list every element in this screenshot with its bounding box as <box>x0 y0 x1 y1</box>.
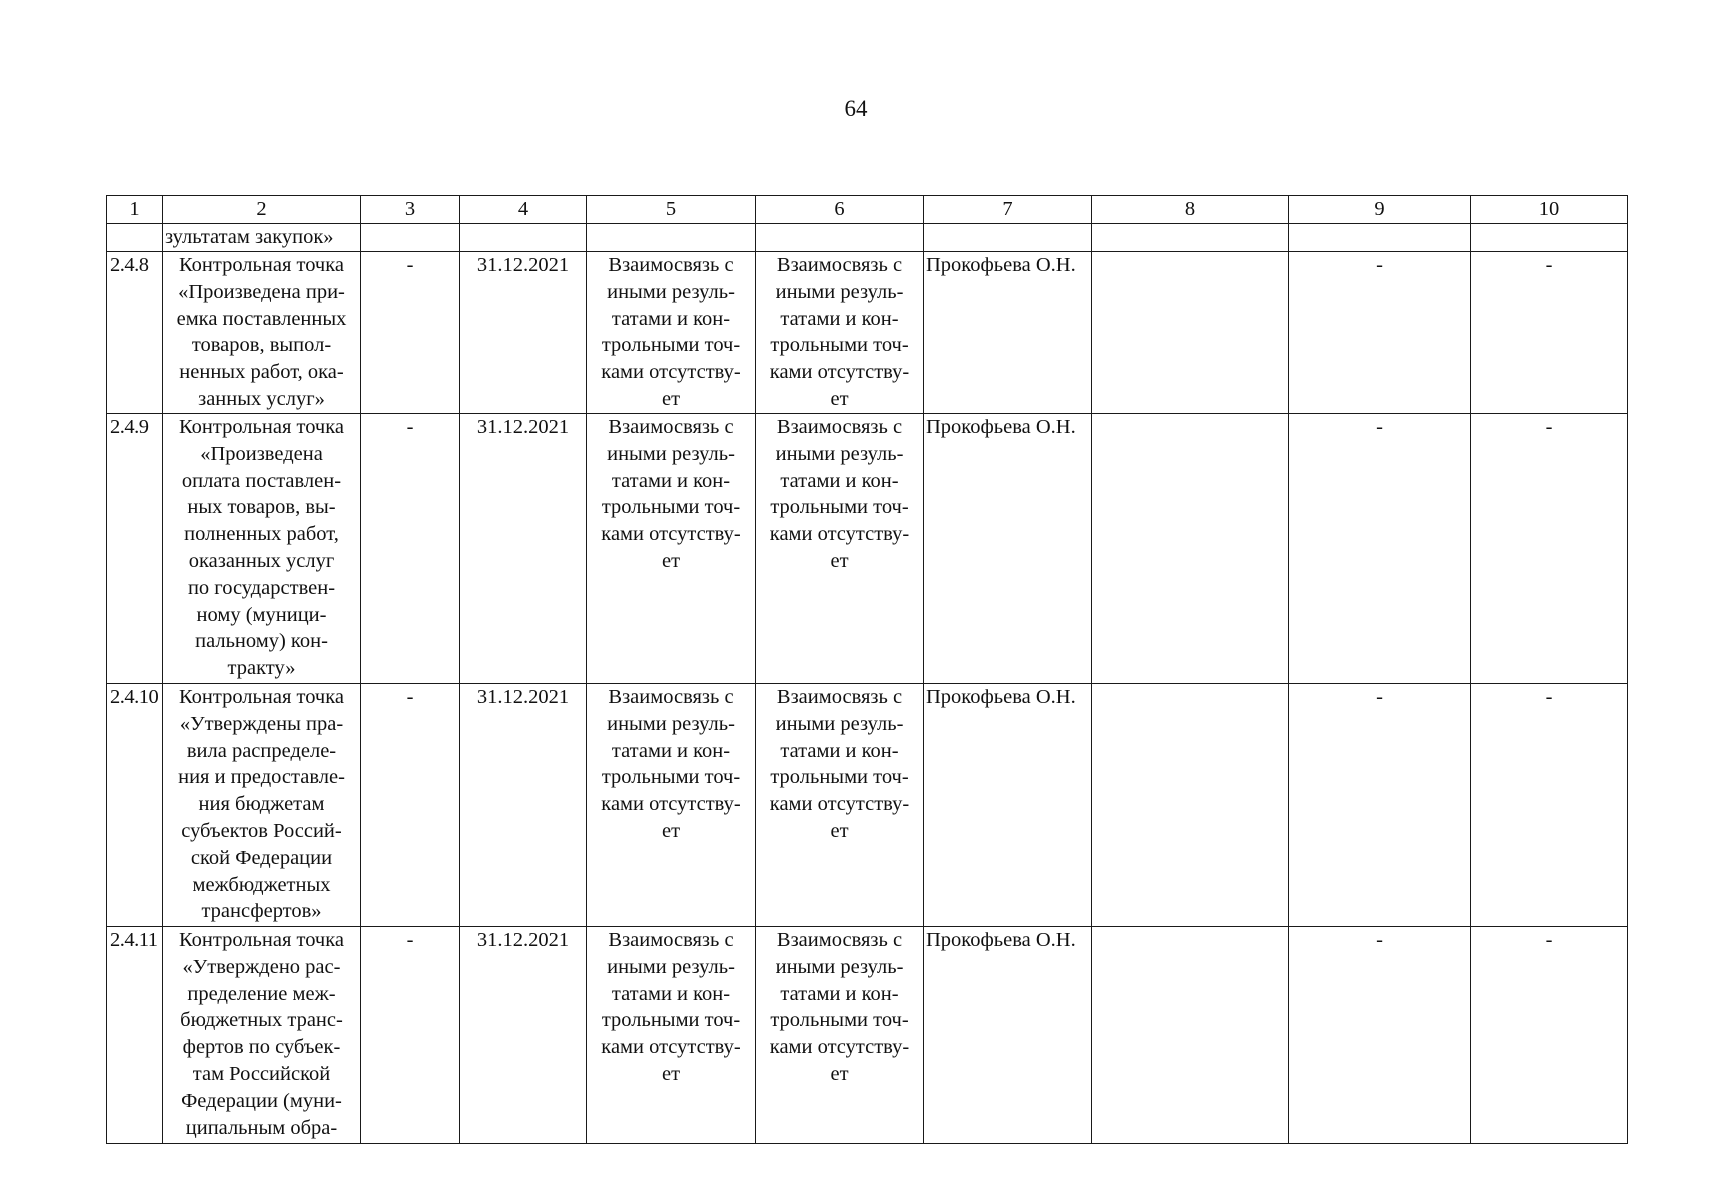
cell-col8 <box>1092 684 1289 927</box>
cell-empty <box>756 224 924 252</box>
cell-empty <box>107 224 163 252</box>
table-row <box>107 414 1628 684</box>
cell-col9: - <box>1289 414 1471 684</box>
column-header-8: 8 <box>1092 196 1289 224</box>
cell-responsible: Прокофьева О.Н. <box>924 414 1092 684</box>
column-header-7: 7 <box>924 196 1092 224</box>
cell-col9: - <box>1289 684 1471 927</box>
cell-col5: Взаимосвязь с иными резуль- татами и кон- трольными точ- ками отсутству- ет <box>587 927 756 1144</box>
cell-col3: - <box>361 414 460 684</box>
cell-col8 <box>1092 927 1289 1144</box>
cell-empty <box>361 224 460 252</box>
column-header-10: 10 <box>1471 196 1628 224</box>
cell-col5: Взаимосвязь с иными резуль- татами и кон- трольными точ- ками отсутству- ет <box>587 414 756 684</box>
cell-date: 31.12.2021 <box>460 927 587 1144</box>
cell-responsible: Прокофьева О.Н. <box>924 252 1092 414</box>
row-number: 2.4.8 <box>107 252 163 414</box>
cell-empty <box>587 224 756 252</box>
cell-col10: - <box>1471 252 1628 414</box>
cell-col6: Взаимосвязь с иными резуль- татами и кон- трольными точ- ками отсутству- ет <box>756 684 924 927</box>
cell-col3: - <box>361 252 460 414</box>
cell-col6: Взаимосвязь с иными резуль- татами и кон- трольными точ- ками отсутству- ет <box>756 927 924 1144</box>
cell-col9: - <box>1289 252 1471 414</box>
cell-empty <box>1289 224 1471 252</box>
cell-col10: - <box>1471 684 1628 927</box>
cell-empty <box>460 224 587 252</box>
cell-col9: - <box>1289 927 1471 1144</box>
continuation-row <box>107 224 1628 252</box>
cell-col5: Взаимосвязь с иными резуль- татами и кон- трольными точ- ками отсутству- ет <box>587 252 756 414</box>
cell-empty <box>924 224 1092 252</box>
row-number: 2.4.9 <box>107 414 163 684</box>
column-header-6: 6 <box>756 196 924 224</box>
column-header-4: 4 <box>460 196 587 224</box>
column-header-2: 2 <box>163 196 361 224</box>
control-point-name: Контрольная точка «Утверждены пра- вила распределе- ния и предоставле- ния бюджетам субъектов Россий- ской Федерации межбюджетных трансфертов» <box>163 684 361 927</box>
cell-col10: - <box>1471 927 1628 1144</box>
cell-date: 31.12.2021 <box>460 252 587 414</box>
cell-col3: - <box>361 684 460 927</box>
column-header-5: 5 <box>587 196 756 224</box>
plan-table <box>106 195 1628 1144</box>
cell-col3: - <box>361 927 460 1144</box>
cell-empty <box>1092 224 1289 252</box>
control-point-name: Контрольная точка «Произведена оплата поставлен- ных товаров, вы- полненных работ, оказанных услуг по государствен- ному (муници- пальному) кон- тракту» <box>163 414 361 684</box>
row-number: 2.4.11 <box>107 927 163 1144</box>
table-row <box>107 684 1628 927</box>
cell-empty <box>1471 224 1628 252</box>
row-number: 2.4.10 <box>107 684 163 927</box>
cell-date: 31.12.2021 <box>460 414 587 684</box>
cell-col10: - <box>1471 414 1628 684</box>
column-header-9: 9 <box>1289 196 1471 224</box>
control-point-name: Контрольная точка «Утверждено рас- пределение меж- бюджетных транс- фертов по субъек- там Российской Федерации (муни- ципальным обра- <box>163 927 361 1144</box>
column-header-1: 1 <box>107 196 163 224</box>
cell-col6: Взаимосвязь с иными резуль- татами и кон- трольными точ- ками отсутству- ет <box>756 252 924 414</box>
page-number: 64 <box>844 96 868 121</box>
column-header-3: 3 <box>361 196 460 224</box>
continuation-text: зультатам закупок» <box>163 224 361 252</box>
cell-col5: Взаимосвязь с иными резуль- татами и кон- трольными точ- ками отсутству- ет <box>587 684 756 927</box>
cell-date: 31.12.2021 <box>460 684 587 927</box>
cell-responsible: Прокофьева О.Н. <box>924 927 1092 1144</box>
cell-col6: Взаимосвязь с иными резуль- татами и кон- трольными точ- ками отсутству- ет <box>756 414 924 684</box>
cell-responsible: Прокофьева О.Н. <box>924 684 1092 927</box>
cell-col8 <box>1092 252 1289 414</box>
cell-col8 <box>1092 414 1289 684</box>
control-point-name: Контрольная точка «Произведена при- емка поставленных товаров, выпол- ненных работ, ока- занных услуг» <box>163 252 361 414</box>
table-row <box>107 252 1628 414</box>
table-row <box>107 927 1628 1144</box>
column-number-row <box>107 196 1628 224</box>
